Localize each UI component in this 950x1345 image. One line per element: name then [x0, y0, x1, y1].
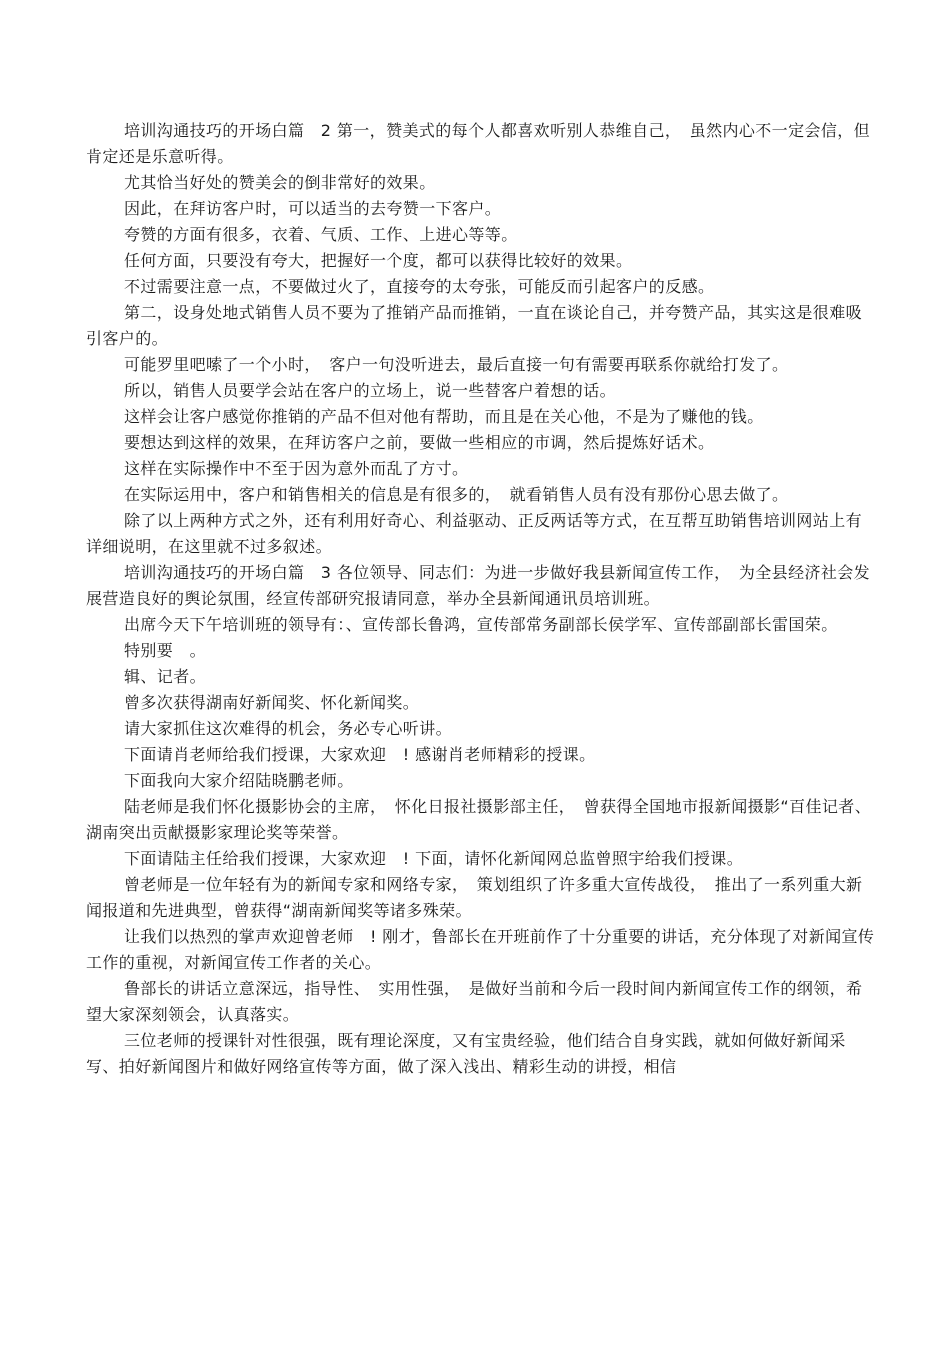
paragraph: 要想达到这样的效果，在拜访客户之前，要做一些相应的市调，然后提炼好话术。 [124, 433, 715, 452]
paragraph: 第二，设身处地式销售人员不要为了推销产品而推销，一直在谈论自己，并夸赞产品，其实这是很难吸引客户的。 [86, 303, 863, 348]
paragraph: 请大家抓住这次难得的机会，务必专心听讲。 [124, 719, 453, 738]
paragraph: 这样在实际操作中不至于因为意外而乱了方寸。 [124, 459, 469, 478]
paragraph: 曾多次获得湖南好新闻奖、怀化新闻奖。 [124, 693, 420, 712]
paragraph: 不过需要注意一点，不要做过火了，直接夸的太夸张，可能反而引起客户的反感。 [124, 277, 715, 296]
paragraph: 所以，销售人员要学会站在客户的立场上，说一些替客户着想的话。 [124, 381, 617, 400]
paragraph: 培训沟通技巧的开场白篇 2 第一，赞美式的每个人都喜欢听别人恭维自己， 虽然内心不一定会信，但肯定还是乐意听得。 [86, 121, 871, 166]
paragraph: 可能罗里吧嗦了一个小时， 客户一句没听进去，最后直接一句有需要再联系你就给打发了。 [124, 355, 789, 374]
paragraph: 培训沟通技巧的开场白篇 3 各位领导、同志们：为进一步做好我县新闻宣传工作， 为全县经济社会发展营造良好的舆论氛围，经宣传部研究报请同意，举办全县新闻通讯员培训班。 [86, 563, 871, 608]
paragraph: 下面请陆主任给我们授课，大家欢迎 ! 下面，请怀化新闻网总监曾照宇给我们授课。 [124, 849, 744, 868]
paragraph: 让我们以热烈的掌声欢迎曾老师 ! 刚才，鲁部长在开班前作了十分重要的讲话，充分体现了对新闻宣传工作的重视，对新闻宣传工作者的关心。 [86, 927, 875, 972]
paragraph: 任何方面，只要没有夸大，把握好一个度，都可以获得比较好的效果。 [124, 251, 633, 270]
paragraph: 辑、记者。 [124, 667, 207, 686]
paragraph: 下面请肖老师给我们授课，大家欢迎 ! 感谢肖老师精彩的授课。 [124, 745, 596, 764]
paragraph: 因此，在拜访客户时，可以适当的去夸赞一下客户。 [124, 199, 502, 218]
paragraph: 陆老师是我们怀化摄影协会的主席， 怀化日报社摄影部主任， 曾获得全国地市报新闻摄影“百佳记者、湖南突出贡献摄影家理论奖等荣誉。 [86, 797, 872, 842]
paragraph: 出席今天下午培训班的领导有：、宣传部长鲁鸿，宣传部常务副部长侯学军、宣传部副部长雷国荣。 [124, 615, 838, 634]
document-body [86, 118, 876, 1080]
paragraph: 在实际运用中，客户和销售相关的信息是有很多的， 就看销售人员有没有那份心思去做了。 [124, 485, 789, 504]
paragraph: 三位老师的授课针对性很强，既有理论深度，又有宝贵经验，他们结合自身实践，就如何做好新闻采写、拍好新闻图片和做好网络宣传等方面，做了深入浅出、精彩生动的讲授，相信 [86, 1031, 846, 1076]
paragraph: 曾老师是一位年轻有为的新闻专家和网络专家， 策划组织了许多重大宣传战役， 推出了一系列重大新闻报道和先进典型，曾获得“湖南新闻奖等诸多殊荣。 [86, 875, 863, 920]
paragraph: 下面我向大家介绍陆晓鹏老师。 [124, 771, 354, 790]
paragraph: 除了以上两种方式之外，还有利用好奇心、利益驱动、正反两话等方式，在互帮互助销售培训网站上有详细说明，在这里就不过多叙述。 [86, 511, 863, 556]
paragraph: 夸赞的方面有很多，衣着、气质、工作、上进心等等。 [124, 225, 518, 244]
paragraph: 特别要 。 [124, 641, 207, 660]
paragraph: 这样会让客户感觉你推销的产品不但对他有帮助，而且是在关心他，不是为了赚他的钱。 [124, 407, 764, 426]
paragraph: 鲁部长的讲话立意深远，指导性、 实用性强， 是做好当前和今后一段时间内新闻宣传工作的纲领，希望大家深刻领会，认真落实。 [86, 979, 863, 1024]
paragraph: 尤其恰当好处的赞美会的倒非常好的效果。 [124, 173, 436, 192]
